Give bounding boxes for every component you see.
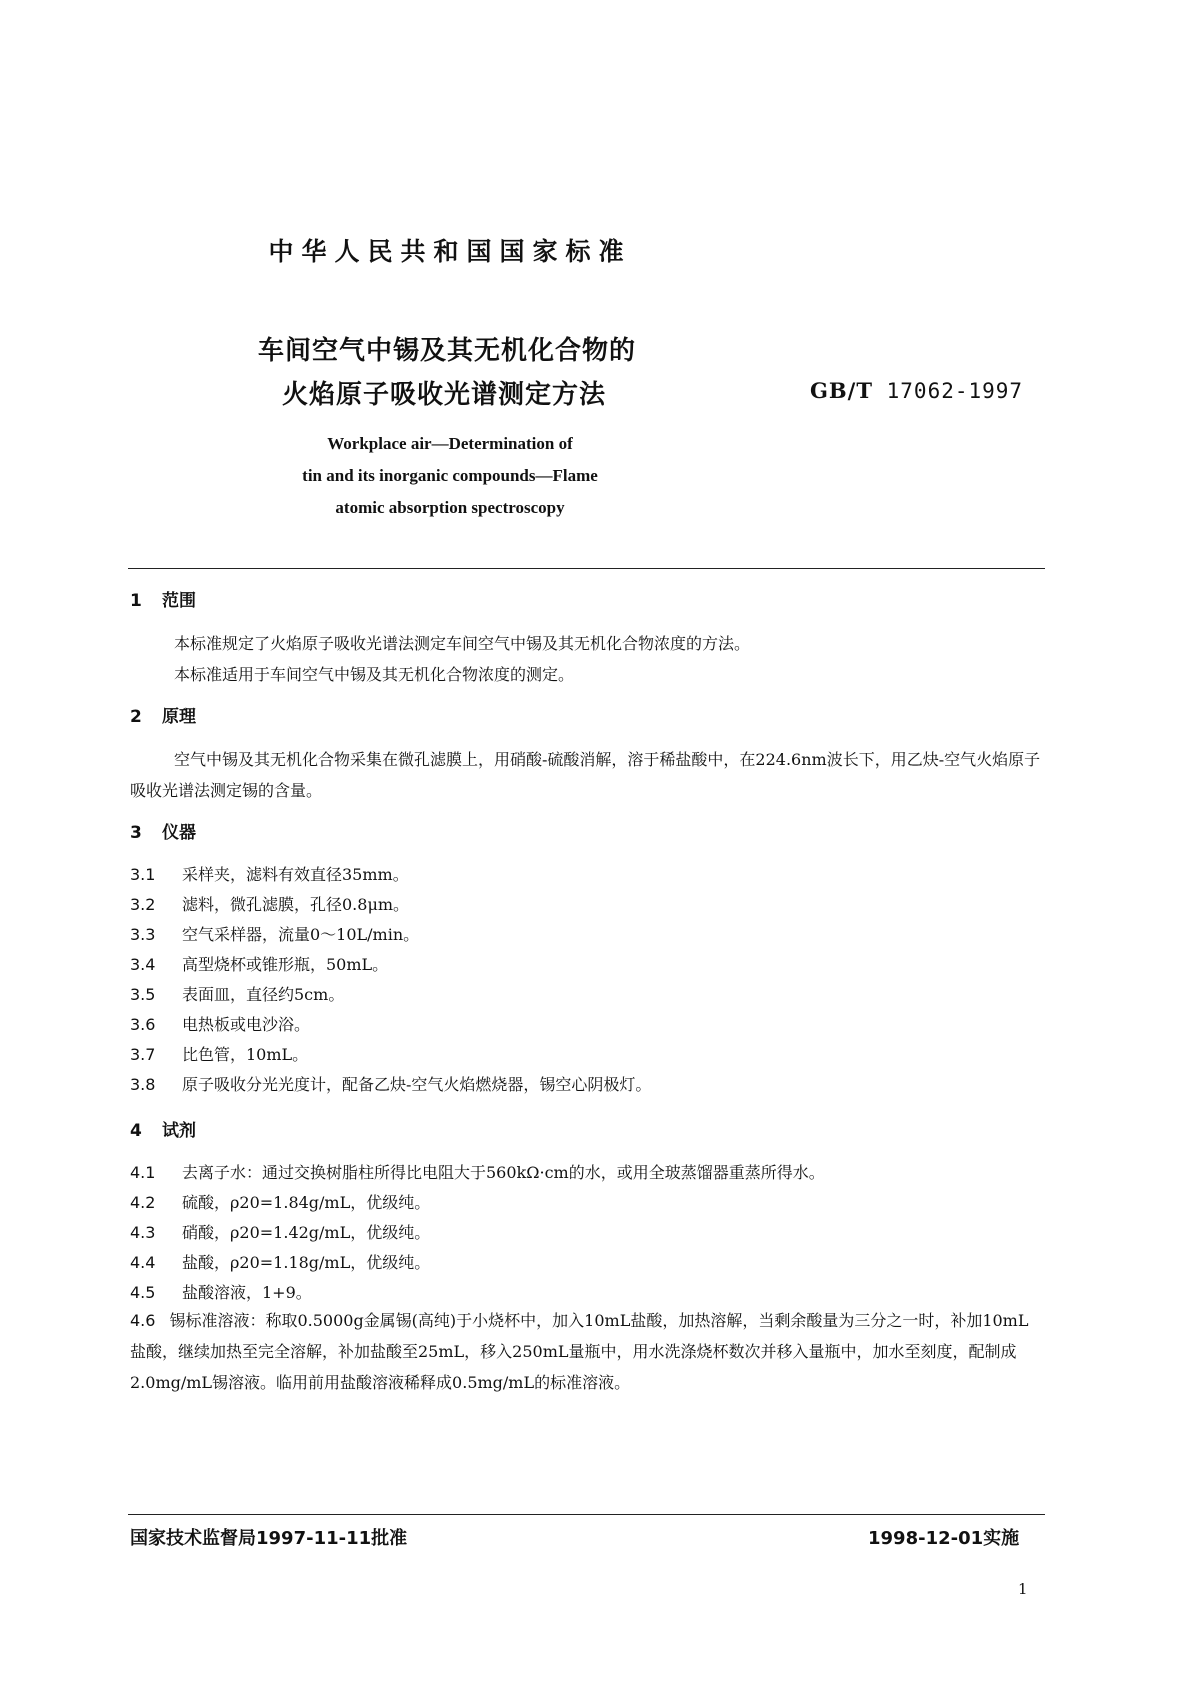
list-item: [130, 1280, 1044, 1303]
item-number: 4.1: [130, 1163, 156, 1182]
section-3-number: 3: [130, 823, 142, 843]
title-cn-line2: 火焰原子吸收光谱测定方法: [282, 380, 607, 410]
implementation-date: 1998-12-01实施: [868, 1528, 1020, 1549]
item-text: 硫酸，ρ20=1.84g/mL，优级纯。: [182, 1193, 431, 1212]
section-3-heading: [130, 818, 196, 843]
section-2-number: 2: [130, 707, 142, 727]
list-item: [130, 1042, 1044, 1065]
item-text: 盐酸，ρ20=1.18g/mL，优级纯。: [182, 1253, 431, 1272]
footer-divider: [128, 1514, 1045, 1515]
item-number: 4.3: [130, 1223, 156, 1242]
list-item: [130, 1072, 1044, 1095]
item-number: 3.5: [130, 985, 156, 1004]
section-1-heading: [130, 586, 196, 611]
title-en-line2: tin and its inorganic compounds—Flame: [302, 466, 598, 485]
item-text: 硝酸，ρ20=1.42g/mL，优级纯。: [182, 1223, 431, 1242]
section-4-title: 试剂: [162, 1121, 196, 1141]
item-text: 去离子水：通过交换树脂柱所得比电阻大于560kΩ·cm的水，或用全玻蒸馏器重蒸所得水。: [182, 1163, 825, 1182]
item-text: 高型烧杯或锥形瓶，50mL。: [182, 955, 389, 974]
section-3-title: 仪器: [162, 823, 196, 843]
list-item: [130, 952, 1044, 975]
item-number: 3.7: [130, 1045, 156, 1064]
item-text: 表面皿，直径约5cm。: [182, 985, 345, 1004]
item-number: 3.6: [130, 1015, 156, 1034]
item-text: 锡标准溶液：称取0.5000g金属锡(高纯)于小烧杯中，加入10mL盐酸，加热溶解，当剩余酸量为三分之一时，补加10mL盐酸，继续加热至完全溶解，补加盐酸至25mL，移入250mL量瓶中，用水洗涤烧杯数次并移入量瓶中，加水至刻度，配制成2.0mg/mL锡溶液。临用前用盐酸溶液稀释成0.5mg/mL的标准溶液。: [130, 1311, 1029, 1392]
item-text: 滤料，微孔滤膜，孔径0.8μm。: [182, 895, 410, 914]
item-text: 比色管，10mL。: [182, 1045, 309, 1064]
item-text: 盐酸溶液，1+9。: [182, 1283, 312, 1302]
section-2-title: 原理: [162, 707, 196, 727]
section-4-heading: [130, 1116, 196, 1141]
item-number: 4.4: [130, 1253, 156, 1272]
list-item: [130, 862, 1044, 885]
standard-code-number: 17062-1997: [886, 379, 1024, 403]
item-number: 4.5: [130, 1283, 156, 1302]
title-cn-line1: 车间空气中锡及其无机化合物的: [258, 336, 637, 366]
section-2-paragraph: 空气中锡及其无机化合物采集在微孔滤膜上，用硝酸-硫酸消解，溶于稀盐酸中，在224.6nm波长下，用乙炔-空气火焰原子吸收光谱法测定锡的含量。: [130, 750, 1041, 800]
list-item: [130, 982, 1044, 1005]
section-4-number: 4: [130, 1121, 142, 1141]
page-number: 1: [1018, 1580, 1028, 1598]
item-text: 电热板或电沙浴。: [182, 1015, 311, 1034]
item-number: 4.6: [130, 1311, 156, 1330]
list-item: [130, 1220, 1044, 1243]
section-2-heading: [130, 702, 196, 727]
list-item: [130, 892, 1044, 915]
list-item: [130, 1160, 1044, 1183]
section-1-number: 1: [130, 591, 142, 611]
item-text: 采样夹，滤料有效直径35mm。: [182, 865, 409, 884]
title-en-line3: atomic absorption spectroscopy: [335, 498, 565, 517]
list-item: [130, 1250, 1044, 1273]
list-item: [130, 1012, 1044, 1035]
item-number: 3.4: [130, 955, 156, 974]
section-1-paragraph-1: 本标准规定了火焰原子吸收光谱法测定车间空气中锡及其无机化合物浓度的方法。: [174, 634, 751, 653]
standard-code: [810, 378, 1023, 403]
title-en-line1: Workplace air—Determination of: [327, 434, 573, 453]
item-number: 3.2: [130, 895, 156, 914]
item-number: 3.3: [130, 925, 156, 944]
item-text: 原子吸收分光光度计，配备乙炔-空气火焰燃烧器，锡空心阴极灯。: [182, 1075, 652, 1094]
section-1-paragraph-2: 本标准适用于车间空气中锡及其无机化合物浓度的测定。: [174, 665, 575, 684]
country-standard-heading: 中华人民共和国国家标准: [268, 237, 632, 266]
header-divider: [128, 568, 1045, 569]
item-number: 4.2: [130, 1193, 156, 1212]
section-1-title: 范围: [162, 591, 196, 611]
standard-code-prefix: GB/T: [810, 378, 873, 403]
item-text: 空气采样器，流量0～10L/min。: [182, 925, 420, 944]
item-number: 3.1: [130, 865, 156, 884]
approval-date: 国家技术监督局1997-11-11批准: [130, 1528, 408, 1549]
list-item: [130, 1190, 1044, 1213]
item-number: 3.8: [130, 1075, 156, 1094]
list-item: [130, 922, 1044, 945]
list-item: [130, 1305, 1044, 1398]
